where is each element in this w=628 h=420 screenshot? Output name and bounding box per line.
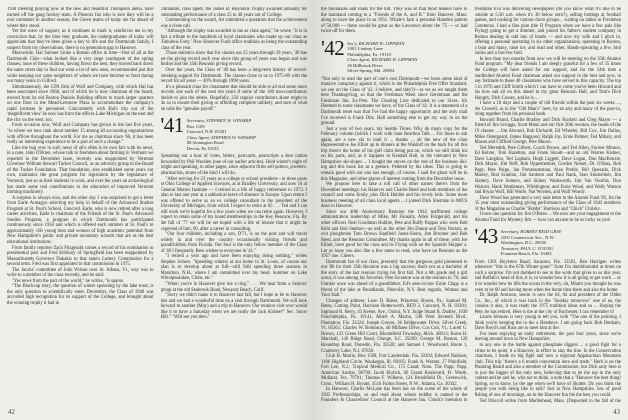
page-number-right: 43 bbox=[613, 408, 620, 416]
paragraph: From occasion now, Wolf and Company has grown in the last five years, "to where we now rank about number 15 among all accounting organizations with offices throughout the world. For me as chairman since '66, it has been really an interesting experience to be a part of such a change." bbox=[7, 123, 154, 146]
paragraph: Ted Driscoll writes from Marblehead, Mass. (Deposited in the fall of the bbox=[479, 398, 621, 404]
paragraph: From 1301 Boylston Road, Sarasota, Fla. 33581, Ben Harrigan writes whenever "this is the 67th Winter gone!" from I'm dumbfounded at times on such a surprise. I'm not dumbed to see to the work that gives to us this year, and Buffalo's head of this, it is, to wonder how it is all going to get work ... or it to wonder how he lifts the ocean in the very, oh, Miami you thought he was even to be 60 and having more when the home time there and also the home. bbox=[474, 259, 621, 293]
paragraph: In less than two months from now we will be meeting on the 35th Alumni Fund program. "My dear friends I am deeply grateful for a few of 35 times the College will have asked for our support, and for the 34th time a hardboiled Alumni Fund chairman asked our support in the best and now, in any fortitude to these 40 classmates who have served in this capacity. The top 5 in 1976 and Cliff Smith which I can have to come you've been Howard and his how sad all on this ahead in my great Reunion Hall, and Tom's Dick Hungey, Dick Cossey, and he is ... bbox=[474, 56, 621, 101]
class-heading-1943 bbox=[474, 224, 622, 257]
paragraph: Ted Meredith, Pete Gilbert, Coach Brown, and Ted Allen, Forrest Minton, Ed Kehrer, Tom Hazelton, and Frank Shoutt—and an old Warren Kistner, Dave Langdon, Ted Lapham, Hugh Liggett, Dave Logan, Don MacKenzie, Dick Mayor, Jim Neff, Bob Oppenheimer, Gordon Nemet, Dr. O'Hara, Bob Page, Pete Paige, Jan Pomerantsman, Alan Preble, Bill Quesada, Dick Marley, Bud Scanlon, Jim Sanborn and Paul Rank, Stan Sinsheimer, Jim Slattery, Dave Somers, and Sidney Wadsworth, Jim Van Voorhis, Don Walcott, Hank Wattleman, Whittington; and Ernie Wood, and Wally Watson and Bryan Wolf, Bill Wolfe, Nat Worden, and Wolf Woody. bbox=[474, 145, 621, 196]
paragraph: the mountains and roads for the hill. They was so that most leaders have in the mainland coming to a "Friends of the A. and B." from Hanover, Mass. along to have the place in as 1951. Whale's Jack a personal Hamden pattern of 50,000 — these would be great as the Lawrence about the '75 — or had twice off for them. bbox=[321, 7, 468, 35]
column-2 bbox=[161, 7, 308, 404]
address-line: 80 Stonington Road bbox=[186, 140, 224, 146]
secretary-address bbox=[187, 116, 256, 151]
class-heading-1942 bbox=[321, 35, 468, 74]
right-page bbox=[314, 0, 628, 420]
agent-name: Class Agent, RICHARD W. LIPPMAN bbox=[347, 57, 418, 63]
agent-name: Class Agent, STEPHEN W. WINSHIP bbox=[186, 134, 256, 140]
address-line: 1001 Lindsay Lane bbox=[347, 46, 383, 52]
secretary-address bbox=[347, 39, 417, 74]
address-line: Silver Spring, Md. 20904 bbox=[347, 68, 395, 74]
column-4 bbox=[475, 7, 622, 404]
address-line: Concord, N.H. 03301 bbox=[186, 129, 227, 135]
paragraph: Dartmouth fan of our class, presently that the gorgeous gold presented to our '86 for their 35th Reunion was a big success; that's not as a bachelor of the story of the last reunion trying his first fall. Not a 6th grade and a girl scout, it was among his favorites. Pete Scranton was at the reunion in '76, and Frankie once was ahead of a grandfather. Ed's seen-in-law Ernie Clapp is a friend of the lake at Broadlands, Pineville, N.Y. Best regards, Woman and Your Hall." bbox=[321, 259, 468, 299]
paragraph: "Not only to read the part of one's own Dartmouth—we learn some kind of massive conspiracy against it, which is the Philadelphia Free Offer Standard, we use on the Class of '42, I believe, and they'll—as we as we taught them here Thanksgiving, so that the Freshman Week since Gerstmann and the Freshman Inn. Ex-Pres. The Clearing Line dedicated to our Sixes. Ich Deemed to some classmates we have, of the Class of '42. It is a statement of a Dartmouth tenet was that I've had the happy opportunity and the only mail I've received is Frank Ditz. Hall something else to get my way in on the ground. bbox=[321, 76, 468, 127]
address-line: Philadelphia, Pa. 19119 bbox=[347, 51, 391, 57]
paragraph: Dr. Ralph Aronson, senior is now the 64, 04 and president of the Oldes Co., Inc., of which it was back in the "Sunday tomorrow" one of us, the cousins it also, it was ready the 1975 tradition ideas and so ... Hoping the Pete, he has retired. Here is the at the city of Rochester, I can remember it! bbox=[474, 293, 621, 315]
paragraph: In Hanover, Charlie McLane has been hot on the scene of the whole of 1925 Professorships, so and read about whose toddler is named to the Founders & Chancellors' Council at the Hanover Inn, Chuck's intention to bbox=[321, 387, 468, 404]
address-line: 26 Hillbrook Drive bbox=[347, 62, 383, 68]
paragraph: Simultaneously, the CPA firm of Wolf and Company, with which Hal has been associated since 1966, and of which he is now chairman of the board, moved from its old Boston Daniels Building offices to much larger quarters on one floor in the Mead-Lenmore Plaza to accommodate the company's rapid increase in personnel. Concurrently with Hal's trip out of the 'magnificent view' he now has from the offices Lake Michigan on the east and the city on the west, too. bbox=[7, 84, 154, 123]
paragraph: Yet the wave of support, as it continues to mark it, reinforces me in my conviction that, by the time they graduate, the undergraduates of today will appreciate that they've been given a key to life and the Dartmouth family, I suspect from my observations, there is no generation gap in Hanover. bbox=[7, 29, 154, 51]
paragraph: Since our 40th Anniversary Reunion the 1942 reaffirmed college administration leadership of Mike, Mr Finnally, Allen Fitzgerald, and his other officers Neal Goodman Hubble, Pete and Buffy Pappas who were Bob Kehl and Bob Snelton—as well as the other Jim Dunne and Tom Norton; as exit ploughmen Tom Brown Stanfield Jones-Sierra, Jim Brunner and Bob Reed, and the Reunion Committee. My thanks again to all of these, with Joe Elliott, have good for the class and its Flying with on the Spanish Skipper a. Let us hope you also like a few notes to read, who have no Reunion as the 1957 one. Cheers. bbox=[321, 209, 468, 260]
paragraph: "When you're in Hanover give me a ring," . . . We hear from a Seniors' group at the old Seabrook Road, Newport Beach, Calif. bbox=[160, 281, 307, 293]
paragraph: It's a pleasant class for classmates that should be able to all end some more records one each of the next ten years if some of the 100 non-contributors decide to join the others. Hopefully, 250 regular contributors alone might to do so to ensure their giving or affording complete unlikely, and sure of what he calls the "genuine payoff." bbox=[160, 84, 307, 112]
paragraph: Meanwhile, Hal Sumner broke a Boston office in time—first of all at the Dartmouth Club—what looked like a very large contingent of the spring classes; none of these children, having flown the nest, they moved back down the same street day to find out went a lot of new ones; recommended just this while keeping our same neighbors of whom we have become so fond during our many years in Gilford. bbox=[7, 51, 154, 85]
page-number-left: 42 bbox=[8, 408, 15, 416]
address-line: Devon, Pa 19333 bbox=[186, 145, 219, 151]
class-year: '42 bbox=[321, 35, 345, 60]
paragraph: The Jacobs' committee of John Wilson over St. Albans, Vt., way was to write to a member of the class recently, and he said: bbox=[7, 267, 154, 279]
paragraph: "After serving for 23 years as a college or school president—in three posts at Ohio College of Applied Sciences, at at Bradley University, and now 16 at General Motors Institute — I retired to a life of happy retirement in 1973. I plan to last one year at a sabbatical leave of absence in Europe. Upon return I was offered to serve as an ex college consultant to the president of the University of Michigan, from which I expect to retire at 65 . . . Ted and I can still work we're hopeful for a few years when we can retire again. However, I expect to retain some of my board memberships in the Key Beacons, Fla. By the fall of '77 we will be set hoped with a life of leisure that it might be expected of him, 60, after a career in consulting. bbox=[160, 176, 307, 232]
paragraph: Like the bug over in surf, news of all's often is its own fact with its news, in a note, John O'Brien, whose talk to freshmen about farming in Vermont we reported in the December issue, recently was reappointed by Vermont Governor William Stewart Tucker Council, as an advisory group to the Board of the Tucker Foundation. That foundation, also established some years our own, maintains the great program for legislation by the legislature of Vermont, just so as their students in work, and over the years an archeological has made some real contributions to the education of improved Vermont farming machinery. bbox=[7, 145, 154, 196]
paragraph: Just a year of two years, my Seattle Times. Why do many copy for the February column (which I work with Sam Reardon Talk ... For those to ask again, are a new ski to mail it ... thanks ... all the new of the class Representative Joe Elliot up to dinners at the Waldorf on the back for all this trip there's the home of his golf clubs being put on, which we still drink his on his parts, and, as it happens in Kendall Hall, to the tolerated in New Hampshire ski-slopes ... I bought the stoves on the rest of the business Ski-ing and this book list as a gesture. Pelleted by his ideas. This is going to remain good with our one last enough, of course. I said the ghost will be in this Magazine, and other places of interest coming from the December issue. bbox=[321, 126, 468, 182]
address-line: Fountain Beach, Fla. 33482 bbox=[500, 251, 552, 257]
column-3 bbox=[321, 7, 468, 404]
class-year: '43 bbox=[474, 224, 498, 249]
class-heading-1941 bbox=[160, 113, 308, 151]
paragraph: I've been enjoying an early retirement, the past four years, since we're leaving around town in New Hampshire. bbox=[474, 331, 621, 343]
paragraph: I have one question for Jim O'Brien ... We now see your engagement to the Alumni Fund for Mystery Jim — how can anyone to be as lucky as you! bbox=[474, 212, 621, 223]
paragraph: Howard Brand, Charlie Bradley and Dick Hackett and Greg Mayor — a friend of Jim Scruggs, Scott Mann and our first 20th reunion, the heads of the 19 classes ... Jim Atwood, Bob Ehrhardt, Ed Wheeler, Bill Cox, Jim Dallas, Miles Ostergoard, James Hapgood, Ralph Joy, Ernie Palmer, Ted Mihaly, and Mason and Clifford George, Pete Munro. bbox=[474, 117, 621, 146]
paragraph: We propose here to take a toll call of other names there's from the December meetings: his Hanover and Charlie Reed and both members of the council and some Emily, plus Dick Hubble and his lovely kids. Some more business meeting of all class local agents ... I joined Dick Sherman in MICS dean in Hanover. bbox=[321, 182, 468, 210]
paragraph: Club H. Martin, Box 1508, Fort Lauderdale, Fla. 33302; Edward Nadison, 1106 Highland Circle, Waukegan, Ill. 60185; Frank A. Weston, 27 Plainfield, Fort Lee, N.J.; Tropical Medical Co., 175 Canal; Nom. The Papp; Papp, American Sanitar, 96790; Jacob Ehrlich, 60 Grand Boulevard, Ft. Worth, Midland, Tex. 79701; Thomas F. Wilkens, 124 Brookfield Dr., Greenwich, Conn.; William H. Bryant, 4516 Fulton Street, N.W., Atlanta, Ga. 30342. bbox=[321, 354, 468, 387]
column-1 bbox=[7, 7, 154, 404]
paragraph: Those statistics show that for classes out 25 years through 39 years, '40 has set the giving record each year since this group of years was began and was further and the 35th Reunion giving record. bbox=[160, 51, 307, 68]
paragraph: "I retired a year ago and have been enjoying doing nothing," writes Stephen Scheer. "Spending winters at our home in St. Louis, of course our plan is to develop about at full—still Still spending three seasons in Marathon, N.H., where I am committed over my head. Summer on Lake Winnipesaukee, Clubs, etc." bbox=[160, 254, 307, 282]
paragraph: "Sorry we didn't make it to Hanover last fall, but I hope to be to Hanover lots and we had a wonderful time on a visit through Dartmouth. We will look forward to another (May) and a trip to Hanover. Our reunion visit over would like it to have a Saturday when we are really the Jack Kisbee?" Sec. Snow Hill." "Will see you then." bbox=[160, 293, 307, 321]
secretary-name: Sec'y, RICHARD W. LIPPMAN bbox=[347, 40, 405, 46]
paragraph: "Our four children, including a son, D'71, is on the post and will travel widely in and over the country occasionally visiting friends and grandchildren from Florida. Our four is the only fellow member of the Class of '40 I frequently Bess wishes to everyone in '41." bbox=[160, 232, 307, 254]
paragraph: freshman Eva was delivering newspapers (do you know what it's like to be outside at 5:30 a.m. when it's 30 below zero?), selling hotdogs at football games, and cooking for various dorm groups... waiting on tables in Freshman Commons. I had a fine plan (the D Program when we have a few pals like Flying) going to get a dimmer, and joined his father's student company in Boston dealing in odd lots of bonds — and now my wife and I pitch in, offering a personal operating in six other organizations, operating in Boston, a boat and many, raise ice, and read and other, Hands-operating a few, bird books and a fast few bird. bbox=[474, 7, 621, 57]
paragraph: Dave Wood has generated a very neat letter to the Alumni Fund '81, for the 35 year most outstanding giving performance of the Class of 1943 members of the Magazine as Charlie "Bubba" Harrison and "Chick" Chrisky. bbox=[474, 195, 621, 212]
paragraph: "Yes news from the part of the world," he writes, "is sparse. bbox=[12, 278, 125, 284]
address-line: Washington, D.C. 20036 bbox=[500, 240, 547, 246]
paragraph: Outlander, class agent, the James B. Reynolds Trophy awarded annually for outstanding performance of a class 25 to 40 years out of College. bbox=[160, 7, 307, 18]
address-line: 1001 Connecticut Ave., N.W. bbox=[500, 234, 555, 240]
paragraph: "The Blackcap story, the question of winter spawning by the lake trout, is the only question to scientifically enter. December, the Class of 1940 was accorded high recognition for its support of the College, and brought about the winning trophy it had in bbox=[7, 284, 154, 306]
paragraph: Over the years, the Class of '40 has been a long-term history of record-breaking support for Dartmouth. The classes close to us in 1975-80 with the record for all years — 40% through 1990 years. bbox=[160, 68, 307, 85]
secretary-name: Secretary, ROBERT REID GRAY bbox=[500, 229, 562, 235]
paragraph: Laurie Johnson is very young to tell you, with "The one of the pointing. I think you're keeping the in the a Hersheys. I am going back Bob Denham, Dave Boyd's and Russ are to meet him at the. bbox=[474, 315, 621, 332]
paragraph: 1938 meeting playing now in the new and beautiful Thompson arena, have earned off the gang hockey team. A Phoenix fan who is sure they will be a real contender in another season, the Green teams of today are far ahead of where they stood. bbox=[7, 7, 154, 29]
secretary-address bbox=[501, 227, 561, 257]
paragraph: "Although the trophy was awarded to me as class agent," he wrote, "it is in fact a tribute to the hundreds of loyal classmates who made up our class as 'Fabulous Forty.' New Hanover Fund office tradition as being the outstanding class of the year. bbox=[160, 29, 307, 51]
secretary-name: Secretary, STEPHEN W. WINSHIP bbox=[186, 118, 252, 124]
address-line: Box 1109 bbox=[186, 123, 205, 129]
paragraph: From family reporter Zach Fitzgerald comes a record of his nomination to presidential post and Fred Ethibury of Springfield has been reappointed by Massachusetts Governor Dukakis to that state's Lottery Commission for a second term. Fred was first appointed to that commission in 1975. bbox=[7, 245, 154, 268]
agent-name: Treasurer, PAUL C. YOUNG bbox=[500, 245, 554, 251]
class-year: '41 bbox=[160, 113, 184, 138]
paragraph: A surprise is always nice, and the other day I was surprised to get a letter from Earle Armagyn selecting my help in behalf of the Advanced Studies Program at St. Paul's School, Concord. Earle, who is now retired after a long career activities, Earle is chairman of the Friends of the St. Paul's Advanced Studies Program, a program in which Dartmouth has participated continuously since 1958 and which is offered each summer at St. Paul's to approximately 160 young men and women of high academic potential from New Hampshire's public and private secondary schools that are as the best educational institutions. bbox=[7, 195, 154, 245]
paragraph: Spreading out a host of votes, letters, postcards, postscripts a dear nation forwarded by Phil Woollen (one of our earlier articles). Hold winter's night of bright and speaking, in other pages, since adjacent firms sell potters, jewelers, pharmacists, stores of the kind I will do. bbox=[160, 154, 307, 177]
paragraph: Commenting on the award, Art submitted a quotation that the achievement was a close call. bbox=[160, 18, 307, 29]
paragraph: Changes of address: Leon D. Baker, Princeton Shores, Pa.; Samuel M. Bates, Cutting Point, Harrison Butterworth, RFD 2, Concord, N. H. 03301; Sigmund R. Berry, 43 Keene, Ave., Orsini, N.Y. Judge Stuart R. Dudley, 1030 Ponchdelphia, Pa. 19141; Albert A. Martin, 548 West Seventh Blvd., Plantation, Fla. 33324; Joseph Graves, 36 Bridgewater Drive, Silver Creek, Vt. 05361; Charles W. Robinson, 40 Milhaen Drive, Cos Cob, Vt.; Lorett G. Brown, 123 Green Hill Court, Bloomfield Township, Mich. 48013; Burns H. Marshall, 140 Ridge Road, Orange, S.C. 29209; George M. Boston, 120 Roundtop Road, Dunedin, Fla. 33528; and Samuel J. Woodward, Route 1, Cranberry Lake, N.J. 07850. bbox=[321, 298, 468, 354]
paragraph: I have a 10 days and a couple of old friends within the past six weeks ..., the Crowell, as in the "Old Man's" here, by an arty and many of the past-in, bring together from his personal bank. bbox=[474, 101, 621, 118]
paragraph: to any one in the battle against phosphate diggers ... a good fight for a virtue to be quiet, it a Hanover, in effort to stay the line. In the Conservation chairman, I made its big fight and now a regional Appalachian Mountain club. This trip "there's a 6 month convention here and trade." Herb is on the Planning Board and also a member of the Commission, but Dick only here is to just the bigger of the only new, believing that to be the top to the only contest and he and he, who not to think, a note that a "Hanover the best thing! Spring, so to know, by the age when we'll have of Shutter. Do you think the people you with being like to talk? Just in New Hampshire, lots of good fishing of one of mornings, on in the Hanover Inn the the best you could. bbox=[474, 343, 621, 398]
